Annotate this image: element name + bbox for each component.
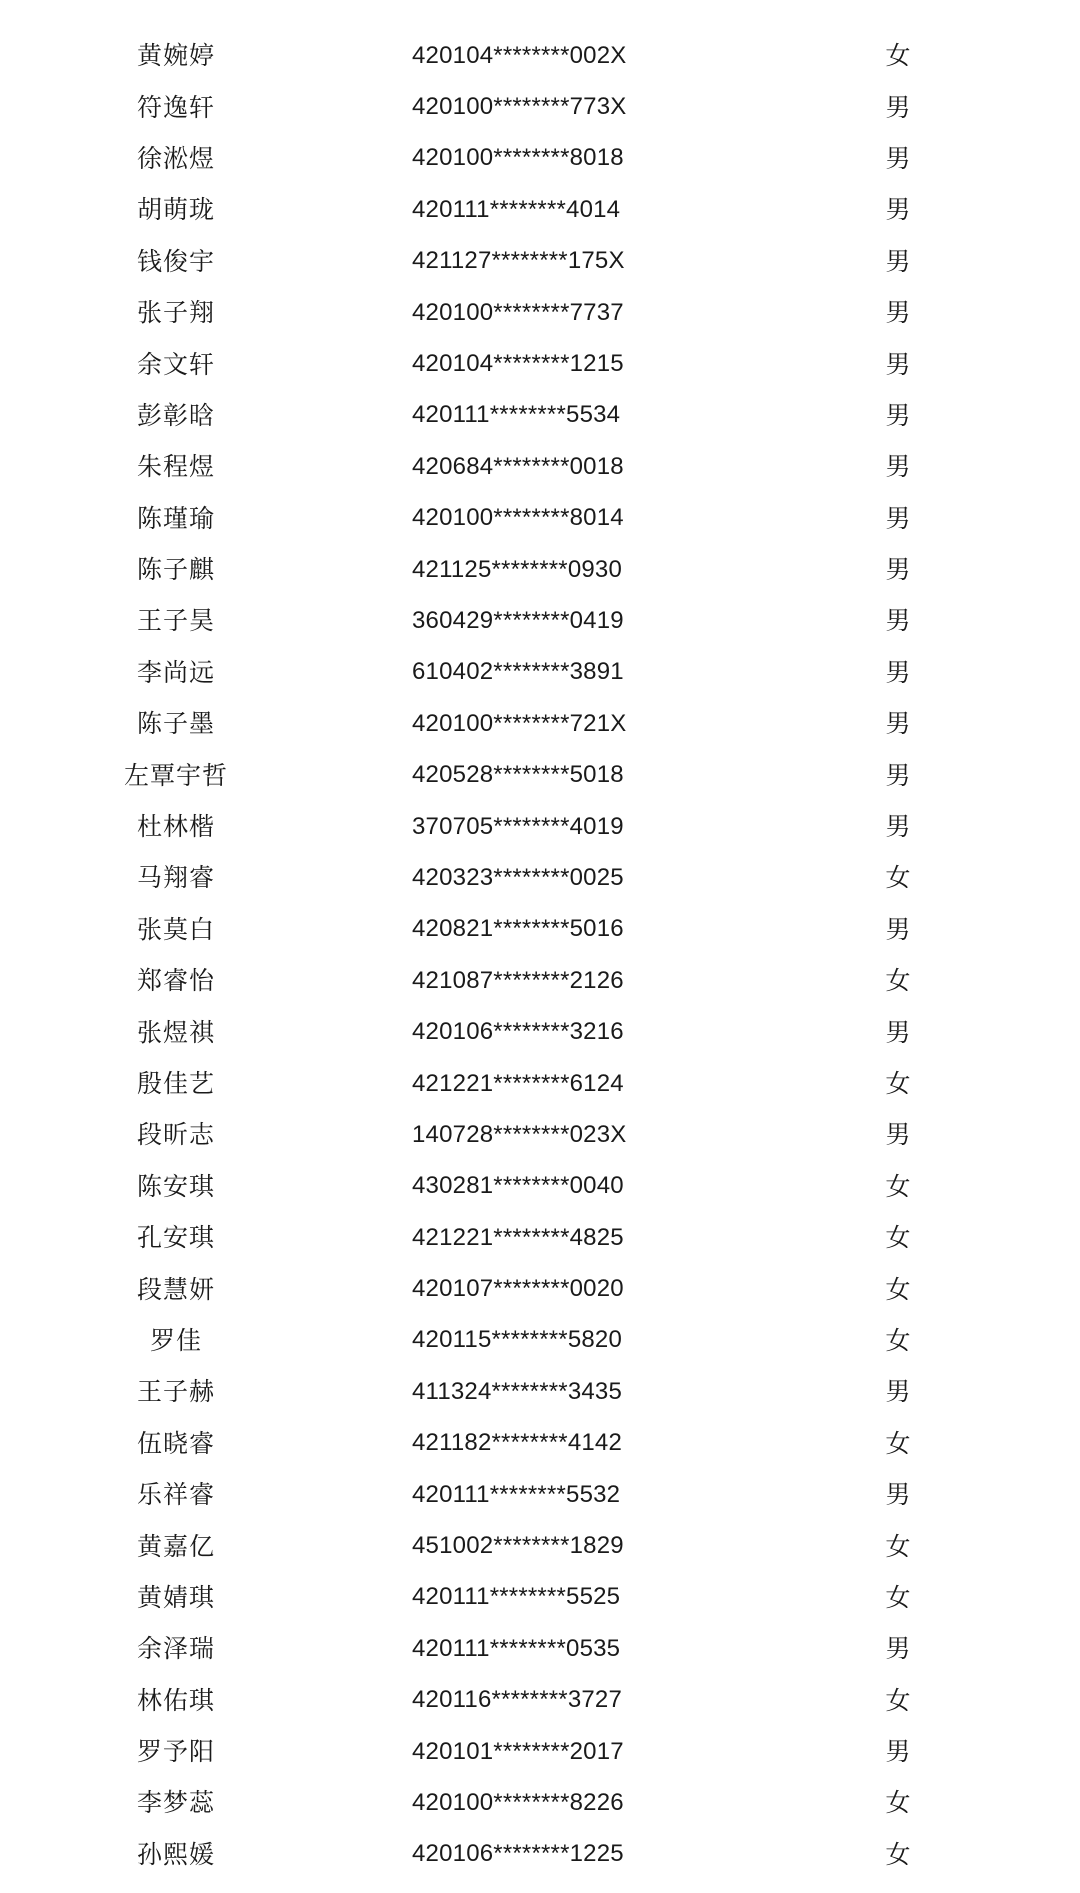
gender: 男	[885, 195, 911, 225]
id-number: 421087********2126	[412, 966, 624, 994]
id-number: 420821********5016	[412, 915, 624, 943]
id-number: 420107********0020	[412, 1275, 624, 1303]
student-name: 张子翔	[136, 298, 215, 328]
student-name: 殷佳艺	[136, 1069, 215, 1098]
table-row	[0, 1829, 1080, 1880]
id-number: 370705********4019	[412, 812, 624, 840]
student-name: 伍晓睿	[136, 1428, 215, 1458]
gender: 女	[885, 41, 911, 71]
table-row	[0, 904, 1080, 955]
gender: 男	[885, 1377, 911, 1407]
table-row	[0, 955, 1080, 1006]
gender: 男	[885, 349, 911, 379]
table-row	[0, 1058, 1080, 1109]
gender: 女	[885, 1531, 911, 1561]
gender: 男	[885, 606, 911, 636]
table-row	[0, 1263, 1080, 1314]
table-row	[0, 1623, 1080, 1674]
student-name: 罗佳	[149, 1325, 202, 1355]
id-number: 420100********8018	[412, 144, 624, 172]
student-name: 余文轩	[136, 349, 215, 379]
student-name: 胡萌珑	[136, 195, 215, 225]
id-number: 420684********0018	[412, 452, 624, 480]
table-row	[0, 133, 1080, 184]
student-name: 马翔睿	[136, 863, 215, 893]
id-number: 420528********5018	[412, 761, 624, 789]
table-row	[0, 441, 1080, 492]
gender: 男	[885, 1634, 911, 1664]
table-row	[0, 698, 1080, 749]
table-row	[0, 595, 1080, 646]
table-row	[0, 1006, 1080, 1057]
student-name: 黄婉婷	[136, 41, 215, 71]
gender: 女	[885, 1582, 911, 1612]
gender: 女	[885, 966, 911, 996]
table-row	[0, 338, 1080, 389]
student-name: 左覃宇哲	[123, 760, 228, 790]
gender: 男	[885, 760, 911, 790]
id-number: 411324********3435	[412, 1377, 623, 1405]
student-name: 符逸轩	[136, 92, 215, 122]
gender: 男	[885, 812, 911, 842]
id-number: 140728********023X	[412, 1120, 627, 1148]
student-name: 郑睿怡	[136, 966, 215, 996]
student-name: 彭彰晗	[136, 400, 215, 430]
student-name: 钱俊宇	[136, 246, 215, 276]
gender: 男	[885, 143, 911, 173]
table-row	[0, 493, 1080, 544]
id-number: 420100********773X	[412, 93, 627, 121]
table-row	[0, 1315, 1080, 1366]
student-name: 朱程煜	[136, 452, 215, 482]
student-name: 陈子墨	[136, 709, 215, 739]
id-number: 421127********175X	[412, 247, 625, 275]
student-name: 孔安琪	[136, 1223, 215, 1253]
student-name: 李尚远	[136, 657, 215, 687]
table-row	[0, 1109, 1080, 1160]
id-number: 420111********4014	[412, 195, 621, 223]
table-row	[0, 184, 1080, 235]
table-row	[0, 544, 1080, 595]
id-number: 420106********3216	[412, 1018, 624, 1046]
student-name: 罗予阳	[136, 1737, 215, 1767]
gender: 女	[885, 1171, 911, 1201]
student-name: 乐祥睿	[136, 1480, 215, 1510]
table-row	[0, 1418, 1080, 1469]
gender: 男	[885, 92, 911, 122]
student-name: 陈子麒	[136, 555, 215, 585]
table-row	[0, 287, 1080, 338]
id-number: 420100********8226	[412, 1788, 624, 1816]
id-number: 420106********1225	[412, 1840, 624, 1868]
id-number: 420116********3727	[412, 1686, 623, 1714]
gender: 女	[885, 1428, 911, 1458]
id-number: 421221********4825	[412, 1223, 624, 1251]
student-name: 李梦蕊	[136, 1788, 215, 1818]
gender: 女	[885, 1069, 911, 1098]
table-row	[0, 801, 1080, 852]
student-name: 徐淞煜	[136, 143, 215, 173]
student-name: 余泽瑞	[136, 1634, 215, 1664]
student-name: 林佑琪	[136, 1685, 215, 1715]
id-number: 420111********5534	[412, 401, 621, 429]
id-number: 420100********721X	[412, 709, 627, 737]
student-name: 黄婧琪	[136, 1582, 215, 1612]
id-number: 420323********0025	[412, 863, 624, 891]
gender: 男	[885, 1120, 911, 1150]
gender: 男	[885, 298, 911, 328]
student-name: 张莫白	[136, 914, 215, 944]
id-number: 420104********002X	[412, 41, 627, 69]
gender: 女	[885, 1274, 911, 1304]
id-number: 421221********6124	[412, 1069, 624, 1097]
id-number: 420115********5820	[412, 1326, 623, 1354]
student-name: 杜林楷	[136, 812, 215, 842]
id-number: 420100********7737	[412, 298, 624, 326]
table-row	[0, 647, 1080, 698]
gender: 男	[885, 1480, 911, 1510]
gender: 女	[885, 1788, 911, 1818]
gender: 男	[885, 1017, 911, 1047]
gender: 女	[885, 1223, 911, 1253]
gender: 女	[885, 1685, 911, 1715]
student-name: 黄嘉亿	[136, 1531, 215, 1561]
gender: 女	[885, 863, 911, 893]
table-row	[0, 236, 1080, 287]
id-number: 430281********0040	[412, 1172, 624, 1200]
gender: 男	[885, 555, 911, 585]
table-row	[0, 1675, 1080, 1726]
gender: 男	[885, 657, 911, 687]
gender: 男	[885, 400, 911, 430]
student-name: 王子赫	[136, 1377, 215, 1407]
id-number: 421182********4142	[412, 1429, 623, 1457]
table-row	[0, 1469, 1080, 1520]
id-number: 610402********3891	[412, 658, 624, 686]
id-number: 420100********8014	[412, 504, 624, 532]
table-row	[0, 1726, 1080, 1777]
table-row	[0, 1777, 1080, 1828]
id-number: 420111********5525	[412, 1583, 621, 1611]
gender: 男	[885, 452, 911, 482]
table-row	[0, 1161, 1080, 1212]
student-name: 段慧妍	[136, 1274, 215, 1304]
id-number: 360429********0419	[412, 606, 624, 634]
gender: 女	[885, 1325, 911, 1355]
table-row	[0, 1212, 1080, 1263]
student-name: 陈安琪	[136, 1171, 215, 1201]
id-number: 421125********0930	[412, 555, 623, 583]
table-row	[0, 390, 1080, 441]
gender: 男	[885, 503, 911, 533]
gender: 男	[885, 914, 911, 944]
student-name: 陈瑾瑜	[136, 503, 215, 533]
table-row	[0, 30, 1080, 81]
table-row	[0, 749, 1080, 800]
student-name: 段昕志	[136, 1120, 215, 1150]
gender: 男	[885, 246, 911, 276]
table-row	[0, 1520, 1080, 1571]
table-row	[0, 1366, 1080, 1417]
table-row	[0, 852, 1080, 903]
id-number: 420111********5532	[412, 1480, 621, 1508]
student-name: 张煜祺	[136, 1017, 215, 1047]
id-number: 451002********1829	[412, 1532, 624, 1560]
id-number: 420101********2017	[412, 1737, 624, 1765]
gender: 男	[885, 1737, 911, 1767]
gender: 男	[885, 709, 911, 739]
student-name: 王子昊	[136, 606, 215, 636]
id-number: 420104********1215	[412, 350, 624, 378]
roster-table	[0, 30, 1080, 1880]
table-row	[0, 1572, 1080, 1623]
student-name: 孙熙媛	[136, 1839, 215, 1869]
table-row	[0, 81, 1080, 132]
gender: 女	[885, 1839, 911, 1869]
id-number: 420111********0535	[412, 1634, 621, 1662]
